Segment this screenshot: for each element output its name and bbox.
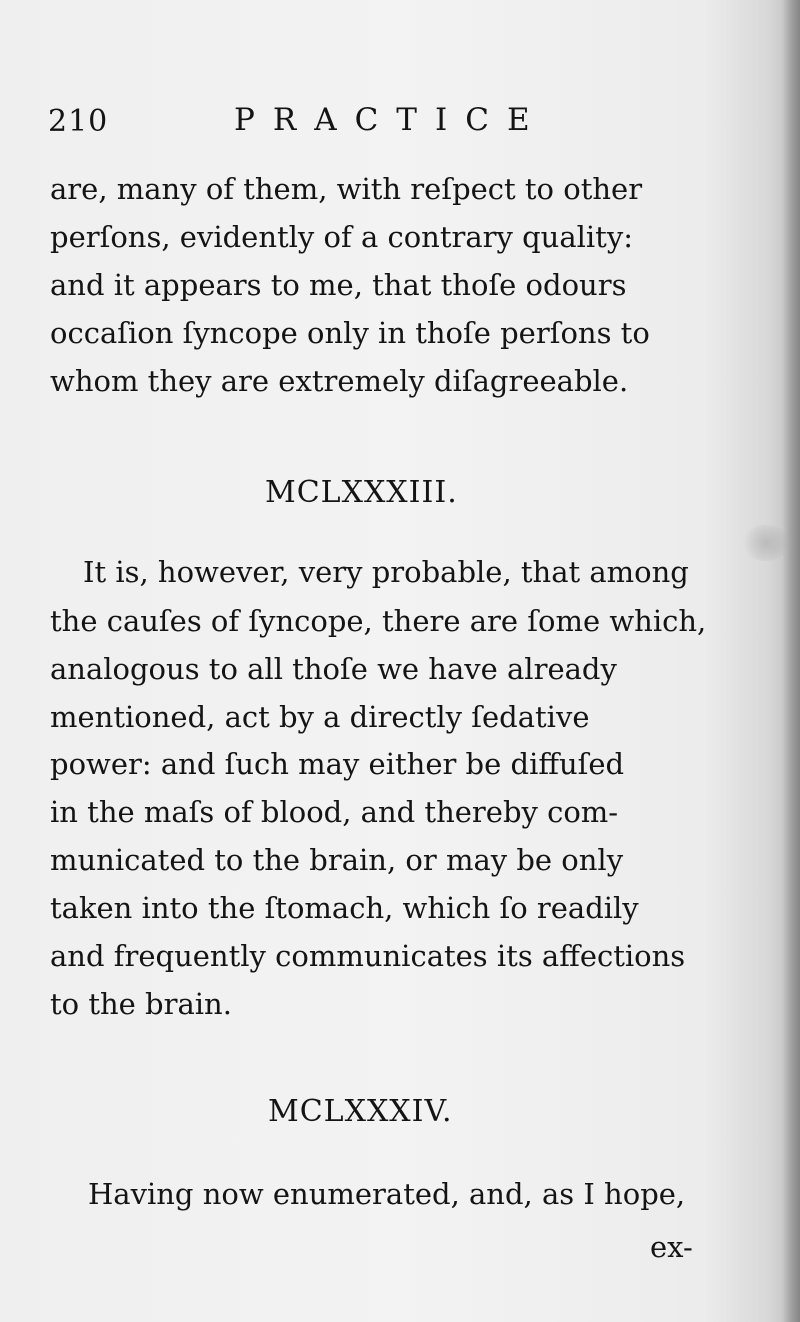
text-line: analogous to all thoſe we have already <box>50 652 617 686</box>
text-line: whom they are extremely diſagreeable. <box>50 364 629 398</box>
text-line: are, many of them, with reſpect to other <box>50 172 643 206</box>
text-line: the cauſes of ſyncope, there are ſome which, <box>50 604 707 638</box>
text-line: municated to the brain, or may be only <box>50 843 624 877</box>
text-line: taken into the ſtomach, which ſo readily <box>50 891 639 925</box>
running-head: PRACTICE <box>234 102 548 138</box>
text-line: perſons, evidently of a contrary quality: <box>50 220 633 254</box>
text-line: and frequently communicates its affections <box>50 939 686 973</box>
text-line: and it appears to me, that thoſe odours <box>50 268 627 302</box>
text-line: occaſion ſyncope only in thoſe perſons to <box>50 316 650 350</box>
page-edge-shadow <box>782 0 800 1322</box>
text-line: in the maſs of blood, and thereby com- <box>50 795 619 829</box>
text-line: to the brain. <box>50 987 232 1021</box>
text-line: mentioned, act by a directly ſedative <box>50 700 590 734</box>
text-line: power: and ſuch may either be diffuſed <box>50 747 625 781</box>
page-smudge <box>742 525 790 561</box>
page-number: 210 <box>48 104 109 139</box>
section-heading-1184: MCLXXXIV. <box>268 1094 453 1129</box>
section-heading-1183: MCLXXXIII. <box>265 475 458 510</box>
catchword: ex- <box>650 1230 693 1264</box>
text-line: Having now enumerated, and, as I hope, <box>88 1177 686 1211</box>
text-line: It is, however, very probable, that among <box>83 555 689 589</box>
page-header <box>48 102 708 144</box>
